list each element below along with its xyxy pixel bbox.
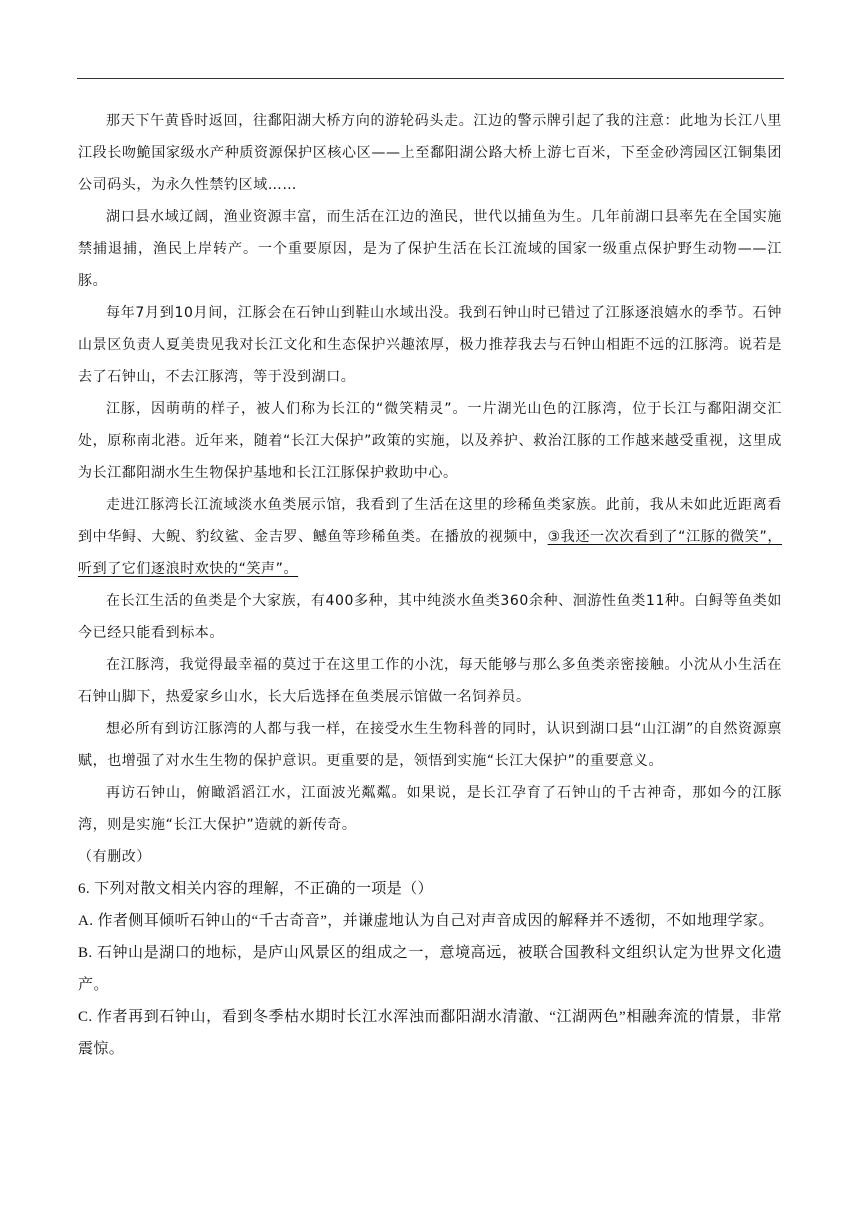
article-paragraph-7: 在江豚湾，我觉得最幸福的莫过于在这里工作的小沈，每天能够与那么多鱼类亲密接触。小沈从小生活在石钟山脚下，热爱家乡山水，长大后选择在鱼类展示馆做一名饲养员。 [78, 657, 782, 705]
question-block [78, 873, 782, 1065]
question-title: 6. 下列对散文相关内容的理解，不正确的一项是（） [78, 881, 434, 897]
document-content [78, 105, 782, 1065]
article-paragraph-9: 再访石钟山，俯瞰滔滔江水，江面波光粼粼。如果说，是长江孕育了石钟山的千古神奇，那如今的江豚湾，则是实施“长江大保护”造就的新传奇。 [78, 785, 782, 833]
article-paragraph-1: 那天下午黄昏时返回，往鄱阳湖大桥方向的游轮码头走。江边的警示牌引起了我的注意：此地为长江八里江段长吻鮠国家级水产种质资源保护区核心区——上至鄱阳湖公路大桥上游七百米，下至金砂湾园区江铜集团公司码头，为永久性禁钓区域…… [78, 113, 782, 193]
option-a: A. 作者侧耳倾听石钟山的“千古奇音”，并谦虚地认为自己对声音成因的解释并不透彻，不如地理学家。 [78, 913, 774, 929]
article-paragraph-8: 想必所有到访江豚湾的人都与我一样，在接受水生生物科普的同时，认识到湖口县“山江湖”的自然资源禀赋，也增强了对水生生物的保护意识。更重要的是，领悟到实施“长江大保护”的重要意义。 [78, 721, 782, 769]
article-paragraph-4: 江豚，因萌萌的样子，被人们称为长江的“微笑精灵”。一片湖光山色的江豚湾，位于长江与鄱阳湖交汇处，原称南北港。近年来，随着“长江大保护”政策的实施，以及养护、救治江豚的工作越来越受重视，这里成为长江鄱阳湖水生生物保护基地和长江江豚保护救助中心。 [78, 401, 782, 481]
article-paragraph-2: 湖口县水域辽阔，渔业资源丰富，而生活在江边的渔民，世代以捕鱼为生。几年前湖口县率先在全国实施禁捕退捕，渔民上岸转产。一个重要原因，是为了保护生活在长江流域的国家一级重点保护野生动物——江豚。 [78, 209, 782, 289]
article-paragraph-5 [78, 489, 782, 585]
article-paragraph-5-text: 走进江豚湾长江流域淡水鱼类展示馆，我看到了生活在这里的珍稀鱼类家族。此前，我从未如此近距离看到中华鲟、大鲵、豹纹鲨、金吉罗、鳡鱼等珍稀鱼类。在播放的视频中， [78, 497, 782, 545]
header-divider [77, 78, 784, 79]
underlined-sentence-3: ③我还一次次看到了“江豚的微笑”，听到了它们逐浪时欢快的“笑声”。 [78, 529, 782, 577]
edit-note: （有删改） [78, 849, 151, 865]
article-paragraph-3: 每年7月到10月间，江豚会在石钟山到鞋山水域出没。我到石钟山时已错过了江豚逐浪嬉水的季节。石钟山景区负责人夏美贵见我对长江文化和生态保护兴趣浓厚，极力推荐我去与石钟山相距不远的江豚湾。说若是去了石钟山，不去江豚湾，等于没到湖口。 [78, 305, 782, 385]
article-paragraph-6: 在长江生活的鱼类是个大家族，有400多种，其中纯淡水鱼类360余种、洄游性鱼类11种。白鲟等鱼类如今已经只能看到标本。 [78, 593, 782, 641]
option-b: B. 石钟山是湖口的地标，是庐山风景区的组成之一，意境高远，被联合国教科文组织认定为世界文化遗产。 [78, 945, 782, 993]
option-c: C. 作者再到石钟山，看到冬季枯水期时长江水浑浊而鄱阳湖水清澈、“江湖两色”相融奔流的情景，非常震惊。 [78, 1009, 782, 1057]
